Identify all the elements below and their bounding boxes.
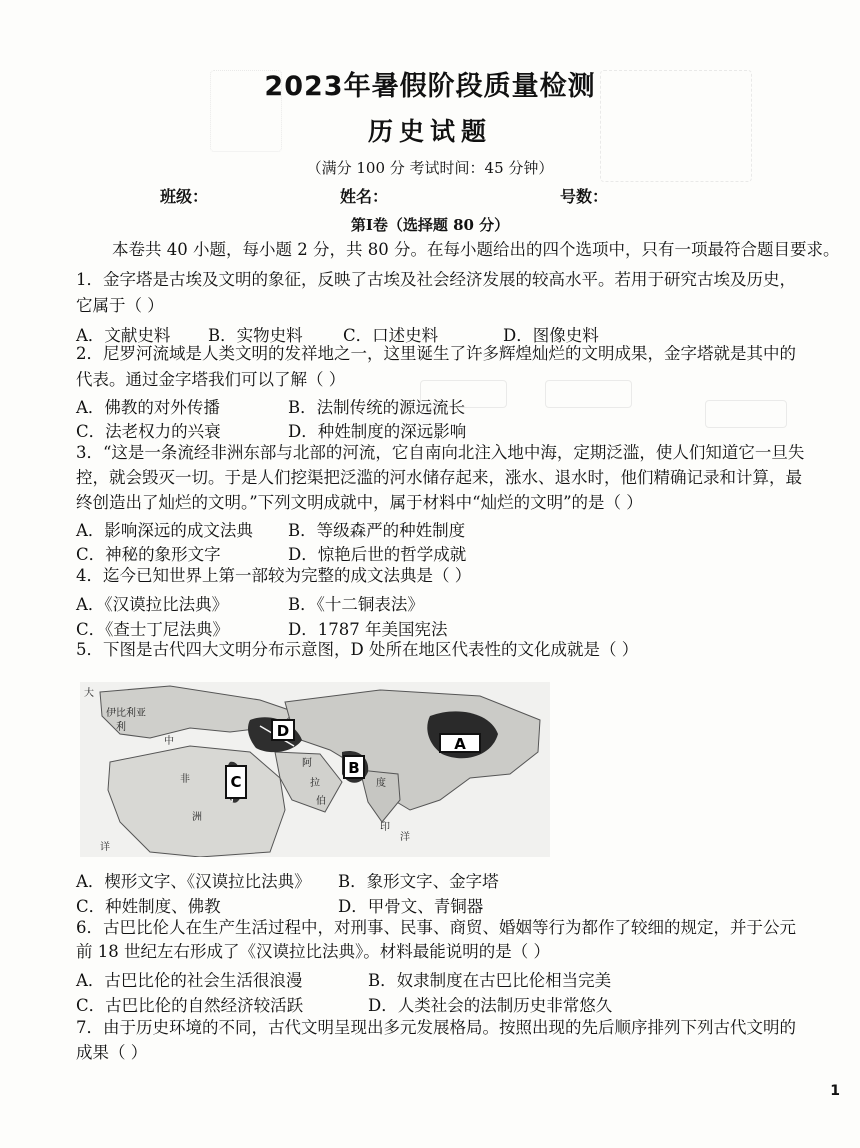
section-title: 第Ⅰ卷（选择题 80 分）: [350, 216, 510, 234]
map-marker-c-label: C: [230, 773, 242, 791]
map-text-label: 伯: [316, 796, 326, 807]
page-number: 1: [830, 1083, 840, 1099]
map-text-label: 大: [84, 688, 94, 699]
q7-stem-line2: 成果（ ）: [76, 1043, 148, 1062]
q3-option-c: C．神秘的象形文字: [76, 545, 221, 564]
map-marker-a: [440, 734, 480, 753]
bleed-through-box: [545, 380, 632, 408]
q6-stem-line1: 6．古巴比伦人在生产生活过程中，对刑事、民事、商贸、婚姻等行为都作了较细的规定，并于公元: [76, 918, 796, 937]
q1-option-a: A．文献史料: [76, 326, 171, 345]
map-text-label: 中: [164, 736, 174, 747]
q2-stem-line1: 2．尼罗河流域是人类文明的发祥地之一，这里诞生了许多辉煌灿烂的文明成果，金字塔就是其中的: [76, 344, 796, 363]
q5-option-d: D．甲骨文、青铜器: [338, 897, 484, 916]
q3-option-d: D．惊艳后世的哲学成就: [288, 545, 467, 564]
q3-stem-line3: 终创造出了灿烂的文明。”下列文明成就中，属于材料中“灿烂的文明”的是（ ）: [76, 493, 643, 512]
q2-option-c: C．法老权力的兴衰: [76, 422, 221, 441]
map-text-label: 伊比利亚: [106, 708, 146, 719]
map-text-label: 拉: [310, 778, 320, 789]
map-text-label: 详: [100, 842, 110, 853]
q7-stem-line1: 7．由于历史环境的不同，古代文明呈现出多元发展格局。按照出现的先后顺序排列下列古代文明的: [76, 1018, 796, 1037]
exam-subject: 历史试题: [367, 117, 492, 146]
q5-option-b: B．象形文字、金字塔: [338, 872, 499, 891]
q3-option-b: B．等级森严的种姓制度: [288, 521, 466, 540]
q5-option-a: A．楔形文字、《汉谟拉比法典》: [76, 872, 311, 891]
map-marker-b-label: B: [348, 759, 360, 777]
q4-option-a: A．《汉谟拉比法典》: [76, 595, 229, 614]
map-text-label: 非: [180, 774, 190, 785]
q2-option-d: D．种姓制度的深远影响: [288, 422, 467, 441]
map-text-label: 利: [116, 722, 126, 733]
q2-option-b: B．法制传统的源远流长: [288, 398, 466, 417]
q1-stem-line1: 1．金字塔是古埃及文明的象征，反映了古埃及社会经济发展的较高水平。若用于研究古埃及历史，: [76, 270, 796, 289]
q4-stem: 4．迄今已知世界上第一部较为完整的成文法典是（ ）: [76, 566, 472, 585]
q1-option-b: B．实物史料: [208, 326, 303, 345]
q1-option-d: D．图像史料: [503, 326, 599, 345]
africa-land: [108, 746, 285, 857]
q2-option-a: A．佛教的对外传播: [76, 398, 220, 417]
q4-option-d: D．1787 年美国宪法: [288, 620, 448, 639]
map-text-label: 度: [376, 778, 386, 789]
map-text-label: 阿: [302, 758, 312, 769]
number-field-label: 号数：: [560, 187, 609, 206]
map-marker-a-label: A: [454, 735, 466, 753]
q4-option-c: C．《查士丁尼法典》: [76, 620, 229, 639]
map-text-label: 印: [380, 822, 390, 833]
map-marker-c: [226, 766, 246, 798]
class-field-label: 班级：: [160, 187, 209, 206]
map-marker-b: [344, 756, 364, 778]
q4-option-b: B．《十二铜表法》: [288, 595, 424, 614]
bleed-through-box: [705, 400, 787, 428]
q6-option-b: B．奴隶制度在古巴比伦相当完美: [368, 971, 612, 990]
q3-option-a: A．影响深远的成文法典: [76, 521, 253, 540]
q6-option-c: C．古巴比伦的自然经济较活跃: [76, 996, 304, 1015]
q3-stem-line1: 3．“这是一条流经非洲东部与北部的河流，它自南向北注入地中海，定期泛滥，使人们知道它一旦失: [76, 443, 805, 462]
map-marker-d-label: D: [276, 722, 290, 740]
q3-stem-line2: 控，就会毁灭一切。于是人们挖渠把泛滥的河水储存起来，涨水、退水时，他们精确记录和计算，最: [76, 468, 802, 487]
q6-stem-line2: 前 18 世纪左右形成了《汉谟拉比法典》。材料最能说明的是（ ）: [76, 942, 550, 961]
exam-info: （满分 100 分 考试时间：45 分钟）: [306, 159, 554, 177]
q1-stem-line2: 它属于（ ）: [76, 296, 164, 315]
map-marker-d: [272, 720, 294, 740]
q6-option-d: D．人类社会的法制历史非常悠久: [368, 996, 613, 1015]
q5-option-c: C．种姓制度、佛教: [76, 897, 221, 916]
exam-title: 2023年暑假阶段质量检测: [264, 71, 596, 102]
q6-option-a: A．古巴比伦的社会生活很浪漫: [76, 971, 303, 990]
ancient-civilizations-map: [80, 682, 550, 857]
q2-stem-line2: 代表。通过金字塔我们可以了解（ ）: [76, 370, 346, 389]
section-instruction: 本卷共 40 小题，每小题 2 分，共 80 分。在每小题给出的四个选项中，只有一项最符合题目要求。: [112, 240, 840, 259]
map-graphic: [80, 682, 550, 857]
q5-stem: 5．下图是古代四大文明分布示意图，D 处所在地区代表性的文化成就是（ ）: [76, 640, 639, 659]
map-text-label: 洋: [400, 832, 410, 843]
q1-option-c: C．口述史料: [343, 326, 439, 345]
name-field-label: 姓名：: [340, 187, 389, 206]
map-text-label: 洲: [192, 812, 202, 823]
